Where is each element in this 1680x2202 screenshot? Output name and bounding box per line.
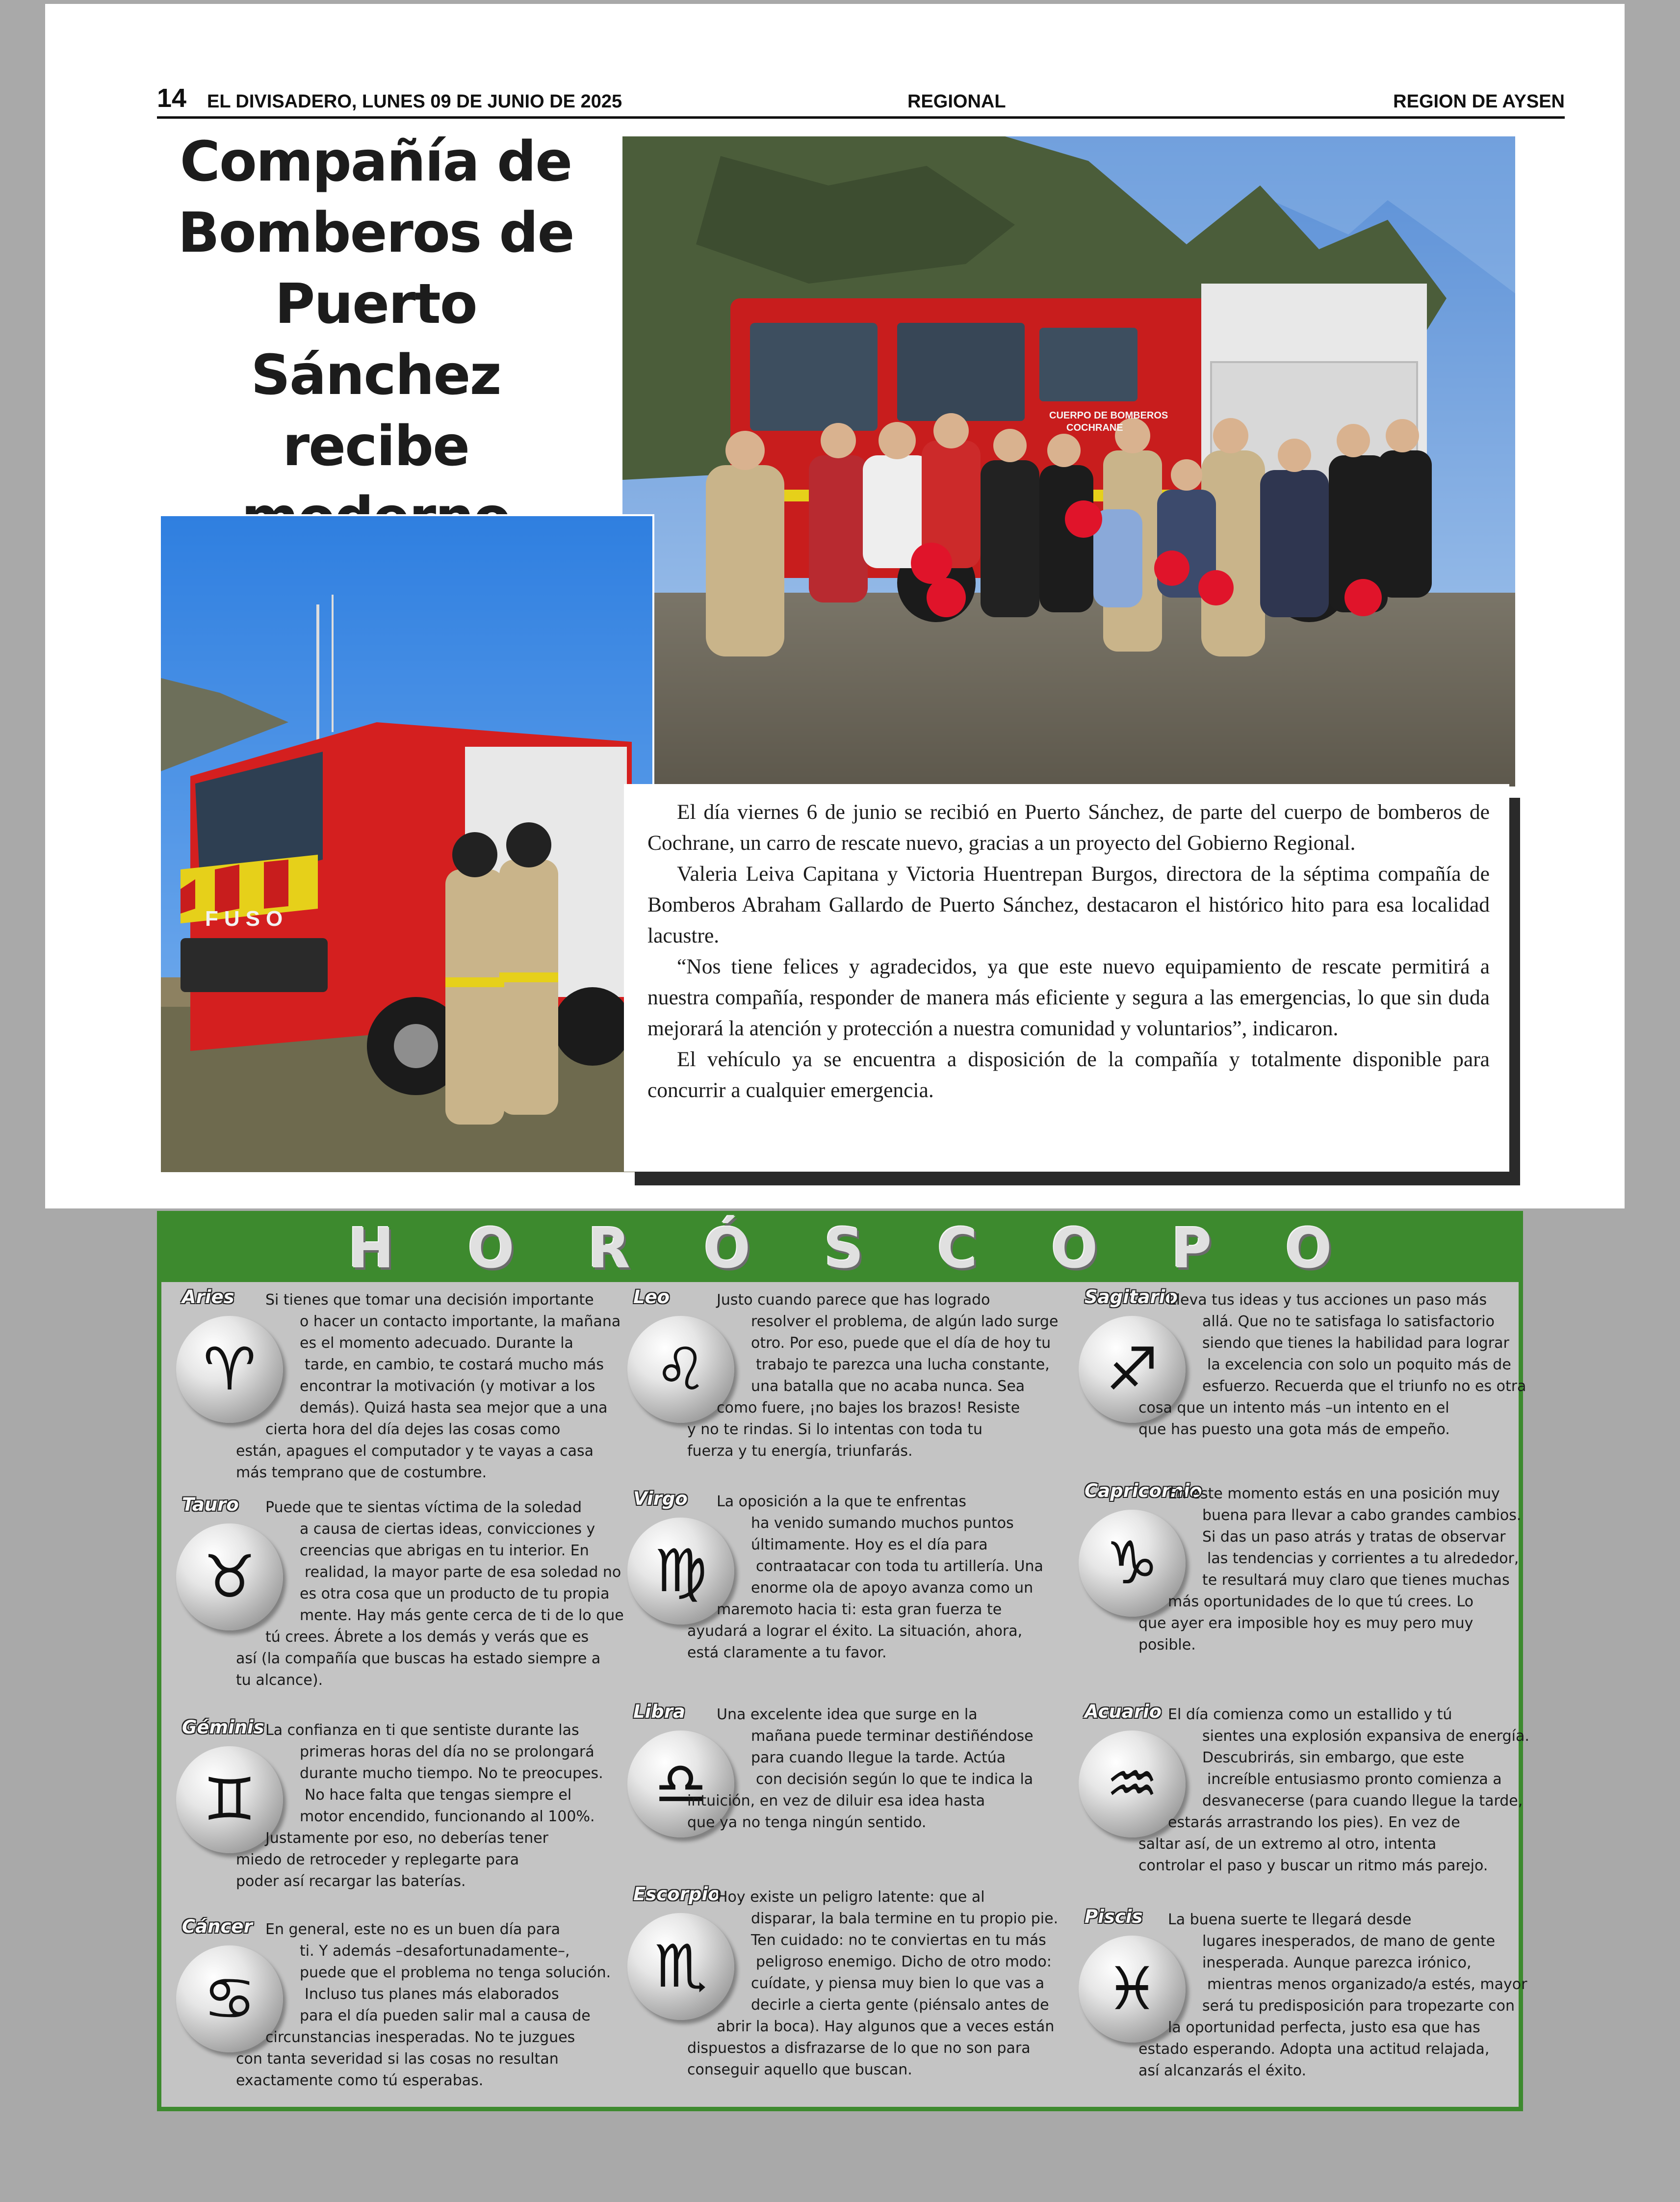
sign-text-line: Si tienes que tomar una decisión importante — [265, 1291, 594, 1309]
sign-text — [687, 1887, 1065, 2081]
sign-text-line: estado esperando. Adopta una actitud relajada, — [1138, 2041, 1490, 2058]
sign-text-line: otro. Por eso, puede que el día de hoy tu — [751, 1335, 1051, 1352]
sign-text-line: Ten cuidado: no te conviertas en tu más — [751, 1932, 1046, 1949]
sign-text-line: ti. Y además –desafortunadamente–, — [300, 1942, 570, 1960]
newspaper-page — [45, 4, 1625, 1208]
sign-text-line: Lleva tus ideas y tus acciones un paso más — [1168, 1291, 1487, 1309]
sign-text-line: encontrar la motivación (y motivar a los — [300, 1378, 595, 1395]
sign-name: Libra — [633, 1701, 685, 1722]
sign-name: Aries — [182, 1286, 234, 1308]
sign-text-line: contraatacar con toda tu artillería. Una — [756, 1558, 1043, 1575]
sign-text-line: como fuere, ¡no bajes los brazos! Resiste — [717, 1399, 1020, 1416]
sign-text-line: No hace falta que tengas siempre el — [305, 1786, 572, 1804]
sign-text-line: mente. Hay más gente cerca de ti de lo que — [300, 1607, 624, 1624]
headline-line: recibe — [282, 415, 469, 478]
truck-photo — [159, 514, 654, 1174]
sign-text-line: resolver el problema, de algún lado surge — [751, 1313, 1059, 1330]
sign-text-line: poder así recargar las baterías. — [236, 1873, 466, 1890]
truck-door-text: CUERPO DE BOMBEROS — [1049, 410, 1168, 421]
sign-text-line: puede que el problema no tenga solución. — [300, 1964, 611, 1981]
sign-text-line: Justamente por eso, no deberías tener — [265, 1830, 549, 1847]
paper-date: EL DIVISADERO, LUNES 09 DE JUNIO DE 2025 — [207, 91, 622, 112]
svg-text:♋: ♋ — [203, 1965, 256, 2033]
sign-text-line: siendo que tienes la habilidad para lograr — [1202, 1335, 1509, 1352]
sign-text-line: es otra cosa que un producto de tu propia — [300, 1585, 610, 1602]
headline-line: Bomberos de — [178, 201, 574, 265]
sign-text-line: cierta hora del día dejes las cosas como — [265, 1421, 561, 1438]
sign-text-line: estarás arrastrando los pies). En vez de — [1168, 1814, 1460, 1831]
sign-text-line: increíble entusiasmo pronto comienza a — [1207, 1771, 1502, 1788]
article-paragraph: “Nos tiene felices y agradecidos, ya que este nuevo equipamiento de rescate permitirá a nuestra compañía, responder de manera más eficiente y segura a las emergencias, lo que sin duda mejorará la atención y protección a nuestra comunidad y voluntarios”, indicaron. — [647, 955, 1490, 1040]
sign-text-line: El día comienza como un estallido y tú — [1168, 1706, 1452, 1723]
sign-text-line: Descubrirás, sin embargo, que este — [1202, 1749, 1465, 1766]
sign-text — [687, 1704, 1065, 1834]
sign-text-line: la oportunidad perfecta, justo esa que has — [1168, 2019, 1480, 2036]
sign-text-line: está claramente a tu favor. — [687, 1644, 887, 1661]
sign-text-line: posible. — [1138, 1636, 1196, 1653]
sign-text-line: para el día pueden salir mal a causa de — [300, 2007, 591, 2024]
headline-line: Puerto Sánchez — [251, 272, 501, 407]
truck-brand: FUSO — [205, 907, 289, 931]
sign-name: Géminis — [182, 1717, 264, 1738]
sign-text-line: decirle a cierta gente (piénsalo antes de — [751, 1996, 1049, 2014]
group-photo — [622, 136, 1515, 786]
article-paragraph: El día viernes 6 de junio se recibió en Puerto Sánchez, de parte del cuerpo de bomberos de Cochrane, un carro de rescate nuevo, gracias a un proyecto del Gobierno Regional. — [647, 800, 1490, 855]
truck-door-text: COCHRANE — [1066, 422, 1123, 433]
sign-text-line: o hacer un contacto importante, la mañana — [300, 1313, 621, 1330]
sign-text-line: peligroso enemigo. Dicho de otro modo: — [756, 1953, 1052, 1970]
sign-text — [236, 1497, 624, 1691]
sign-text-line: Una excelente idea que surge en la — [717, 1706, 978, 1723]
sign-text-line: La oposición a la que te enfrentas — [717, 1493, 967, 1510]
sign-text-line: maremoto hacia ti: esta gran fuerza te — [717, 1601, 1002, 1618]
svg-text:♉: ♉ — [203, 1543, 256, 1611]
sign-text-line: sientes una explosión expansiva de energía. — [1202, 1728, 1529, 1745]
sign-text-line: durante mucho tiempo. No te preocupes. — [300, 1765, 603, 1782]
sign-text-line: circunstancias inesperadas. No te juzgues — [265, 2029, 575, 2046]
sign-text-line: será tu predisposición para tropezarte con — [1202, 1997, 1515, 2015]
sign-text-line: tú crees. Ábrete a los demás y verás que es — [265, 1628, 589, 1646]
sign-text-line: En este momento estás en una posición muy — [1168, 1485, 1500, 1502]
sign-text-line: con tanta severidad si las cosas no resultan — [236, 2050, 559, 2068]
sign-text-line: así alcanzarás el éxito. — [1138, 2062, 1306, 2079]
sign-text-line: Justo cuando parece que has logrado — [717, 1291, 990, 1309]
svg-text:♈: ♈ — [203, 1336, 256, 1404]
sign-text — [1138, 1289, 1526, 1441]
sign-text-line: con decisión según lo que te indica la — [756, 1771, 1034, 1788]
sign-name: Cáncer — [182, 1916, 253, 1937]
sign-text-line: mientras menos organizado/a estés, mayor — [1207, 1976, 1527, 1993]
svg-text:♒: ♒ — [1106, 1750, 1159, 1818]
sign-text-line: te resultará muy claro que tienes muchas — [1202, 1572, 1510, 1589]
sign-name: Tauro — [182, 1494, 239, 1515]
section-name: REGIONAL — [907, 91, 1006, 112]
sign-text-line: Hoy existe un peligro latente: que al — [717, 1888, 985, 1906]
article-paragraph: El vehículo ya se encuentra a disposición de la compañía y totalmente disponible para concurrir a cualquier emergencia. — [647, 1048, 1490, 1102]
horoscope-title: HORÓSCOPO — [348, 1217, 1406, 1281]
headline-line: Compañía de — [180, 130, 572, 194]
sign-text-line: la excelencia con solo un poquito más de — [1207, 1356, 1511, 1373]
sign-text — [236, 1289, 621, 1484]
sign-text-line: fuerza y tu energía, triunfarás. — [687, 1442, 913, 1460]
sign-text-line: es el momento adecuado. Durante la — [300, 1335, 573, 1352]
sign-text-line: tarde, en cambio, te costará mucho más — [305, 1356, 604, 1373]
sign-text-line: motor encendido, funcionando al 100%. — [300, 1808, 595, 1825]
sign-text-line: más temprano que de costumbre. — [236, 1464, 487, 1481]
sign-text — [1138, 1704, 1529, 1877]
sign-name: Acuario — [1085, 1701, 1162, 1722]
svg-text:♍: ♍ — [654, 1537, 707, 1605]
running-header — [157, 83, 1565, 119]
sign-text-line: En general, este no es un buen día para — [265, 1921, 561, 1938]
sign-text-line: mañana puede terminar destiñéndose — [751, 1728, 1034, 1745]
sign-text-line: Puede que te sientas víctima de la soledad — [265, 1499, 582, 1516]
sign-text-line: abrir la boca). Hay algunos que a veces están — [717, 2018, 1055, 2035]
article-body — [624, 784, 1509, 1172]
sign-text-line: tu alcance). — [236, 1672, 323, 1689]
sign-text-line: saltar así, de un extremo al otro, intenta — [1138, 1835, 1437, 1853]
sign-text-line: las tendencias y corrientes a tu alrededor, — [1207, 1550, 1519, 1567]
sign-text — [687, 1491, 1065, 1664]
sign-text-line: trabajo te parezca una lucha constante, — [756, 1356, 1050, 1373]
sign-text-line: intuición, en vez de diluir esa idea hasta — [687, 1792, 985, 1809]
sign-text-line: realidad, la mayor parte de esa soledad no — [305, 1564, 621, 1581]
sign-text — [236, 1919, 614, 2092]
sign-text — [1138, 1483, 1522, 1656]
sign-text-line: conseguir aquello que buscan. — [687, 2061, 912, 2078]
sign-text-line: últimamente. Hoy es el día para — [751, 1536, 988, 1553]
sign-name: Leo — [633, 1286, 670, 1308]
sign-text-line: una batalla que no acaba nunca. Sea — [751, 1378, 1025, 1395]
sign-text-line: están, apagues el computador y te vayas a casa — [236, 1442, 594, 1460]
sign-text-line: enorme ola de apoyo avanza como un — [751, 1579, 1034, 1597]
svg-text:♊: ♊ — [203, 1766, 256, 1834]
sign-text-line: creencias que abrigas en tu interior. En — [300, 1542, 589, 1559]
sign-text-line: esfuerzo. Recuerda que el triunfo no es otra — [1202, 1378, 1526, 1395]
sign-text-line: ha venido sumando muchos puntos — [751, 1515, 1014, 1532]
sign-text-line: cosa que un intento más –un intento en el — [1138, 1399, 1449, 1416]
sign-text-line: Si das un paso atrás y tratas de observar — [1202, 1528, 1506, 1546]
sign-text-line: más oportunidades de lo que tú crees. Lo — [1168, 1593, 1474, 1610]
svg-text:♌: ♌ — [654, 1336, 707, 1404]
sign-text-line: allá. Que no te satisfaga lo satisfactorio — [1202, 1313, 1495, 1330]
sign-text-line: que ya no tenga ningún sentido. — [687, 1814, 927, 1831]
sign-text-line: a causa de ciertas ideas, convicciones y — [300, 1520, 595, 1538]
sign-text — [687, 1289, 1065, 1462]
svg-text:♎: ♎ — [654, 1750, 707, 1818]
sign-text-line: buena para llevar a cabo grandes cambios. — [1202, 1507, 1522, 1524]
svg-text:♓: ♓ — [1106, 1955, 1159, 2023]
sign-text-line: Incluso tus planes más elaborados — [305, 1986, 559, 2003]
sign-text — [1138, 1909, 1527, 2082]
sign-text-line: La buena suerte te llegará desde — [1168, 1911, 1412, 1928]
sign-text-line: La confianza en ti que sentiste durante las — [265, 1722, 579, 1739]
sign-text-line: y no te rindas. Si lo intentas con toda tu — [687, 1421, 983, 1438]
sign-name: Sagitario — [1085, 1286, 1178, 1308]
sign-text-line: primeras horas del día no se prolongará — [300, 1743, 594, 1760]
horoscope-panel — [157, 1211, 1529, 2111]
svg-text:♐: ♐ — [1106, 1336, 1159, 1404]
region-name: REGION DE AYSEN — [1393, 91, 1565, 112]
sign-text-line: que has puesto una gota más de empeño. — [1138, 1421, 1450, 1438]
sign-name: Piscis — [1085, 1906, 1143, 1927]
sign-name: Escorpio — [633, 1884, 721, 1905]
sign-text-line: demás). Quizá hasta sea mejor que a una — [300, 1399, 608, 1416]
sign-text-line: para cuando llegue la tarde. Actúa — [751, 1749, 1006, 1766]
sign-text-line: miedo de retroceder y replegarte para — [236, 1851, 519, 1868]
sign-text-line: así (la compañía que buscas ha estado siempre a — [236, 1650, 601, 1667]
sign-text-line: inesperada. Aunque parezca irónico, — [1202, 1954, 1472, 1971]
sign-name: Virgo — [633, 1488, 688, 1509]
sign-text-line: disparar, la bala termine en tu propio pie. — [751, 1910, 1059, 1927]
sign-text-line: lugares inesperados, de mano de gente — [1202, 1933, 1496, 1950]
sign-text — [236, 1720, 614, 1892]
page-number: 14 — [157, 83, 187, 113]
sign-text-line: exactamente como tú esperabas. — [236, 2072, 484, 2089]
sign-text-line: dispuestos a disfrazarse de lo que no son para — [687, 2040, 1031, 2057]
sign-text-line: controlar el paso y buscar un ritmo más parejo. — [1138, 1857, 1488, 1874]
svg-text:♏: ♏ — [654, 1933, 707, 2001]
sign-text-line: que ayer era imposible hoy es muy pero muy — [1138, 1615, 1473, 1632]
sign-text-line: ayudará a lograr el éxito. La situación, ahora, — [687, 1623, 1023, 1640]
sign-text-line: desvanecerse (para cuando llegue la tarde, — [1202, 1792, 1523, 1809]
sign-text-line: cuídate, y piensa muy bien lo que vas a — [751, 1975, 1045, 1992]
sign-name: Capricornio — [1085, 1480, 1202, 1501]
article-paragraph: Valeria Leiva Capitana y Victoria Huentrepan Burgos, directora de la séptima compañía de Bomberos Abraham Gallardo de Puerto Sánchez, destacaron el histórico hito para esa localidad lacustre. — [647, 862, 1490, 947]
svg-text:♑: ♑ — [1106, 1529, 1159, 1598]
